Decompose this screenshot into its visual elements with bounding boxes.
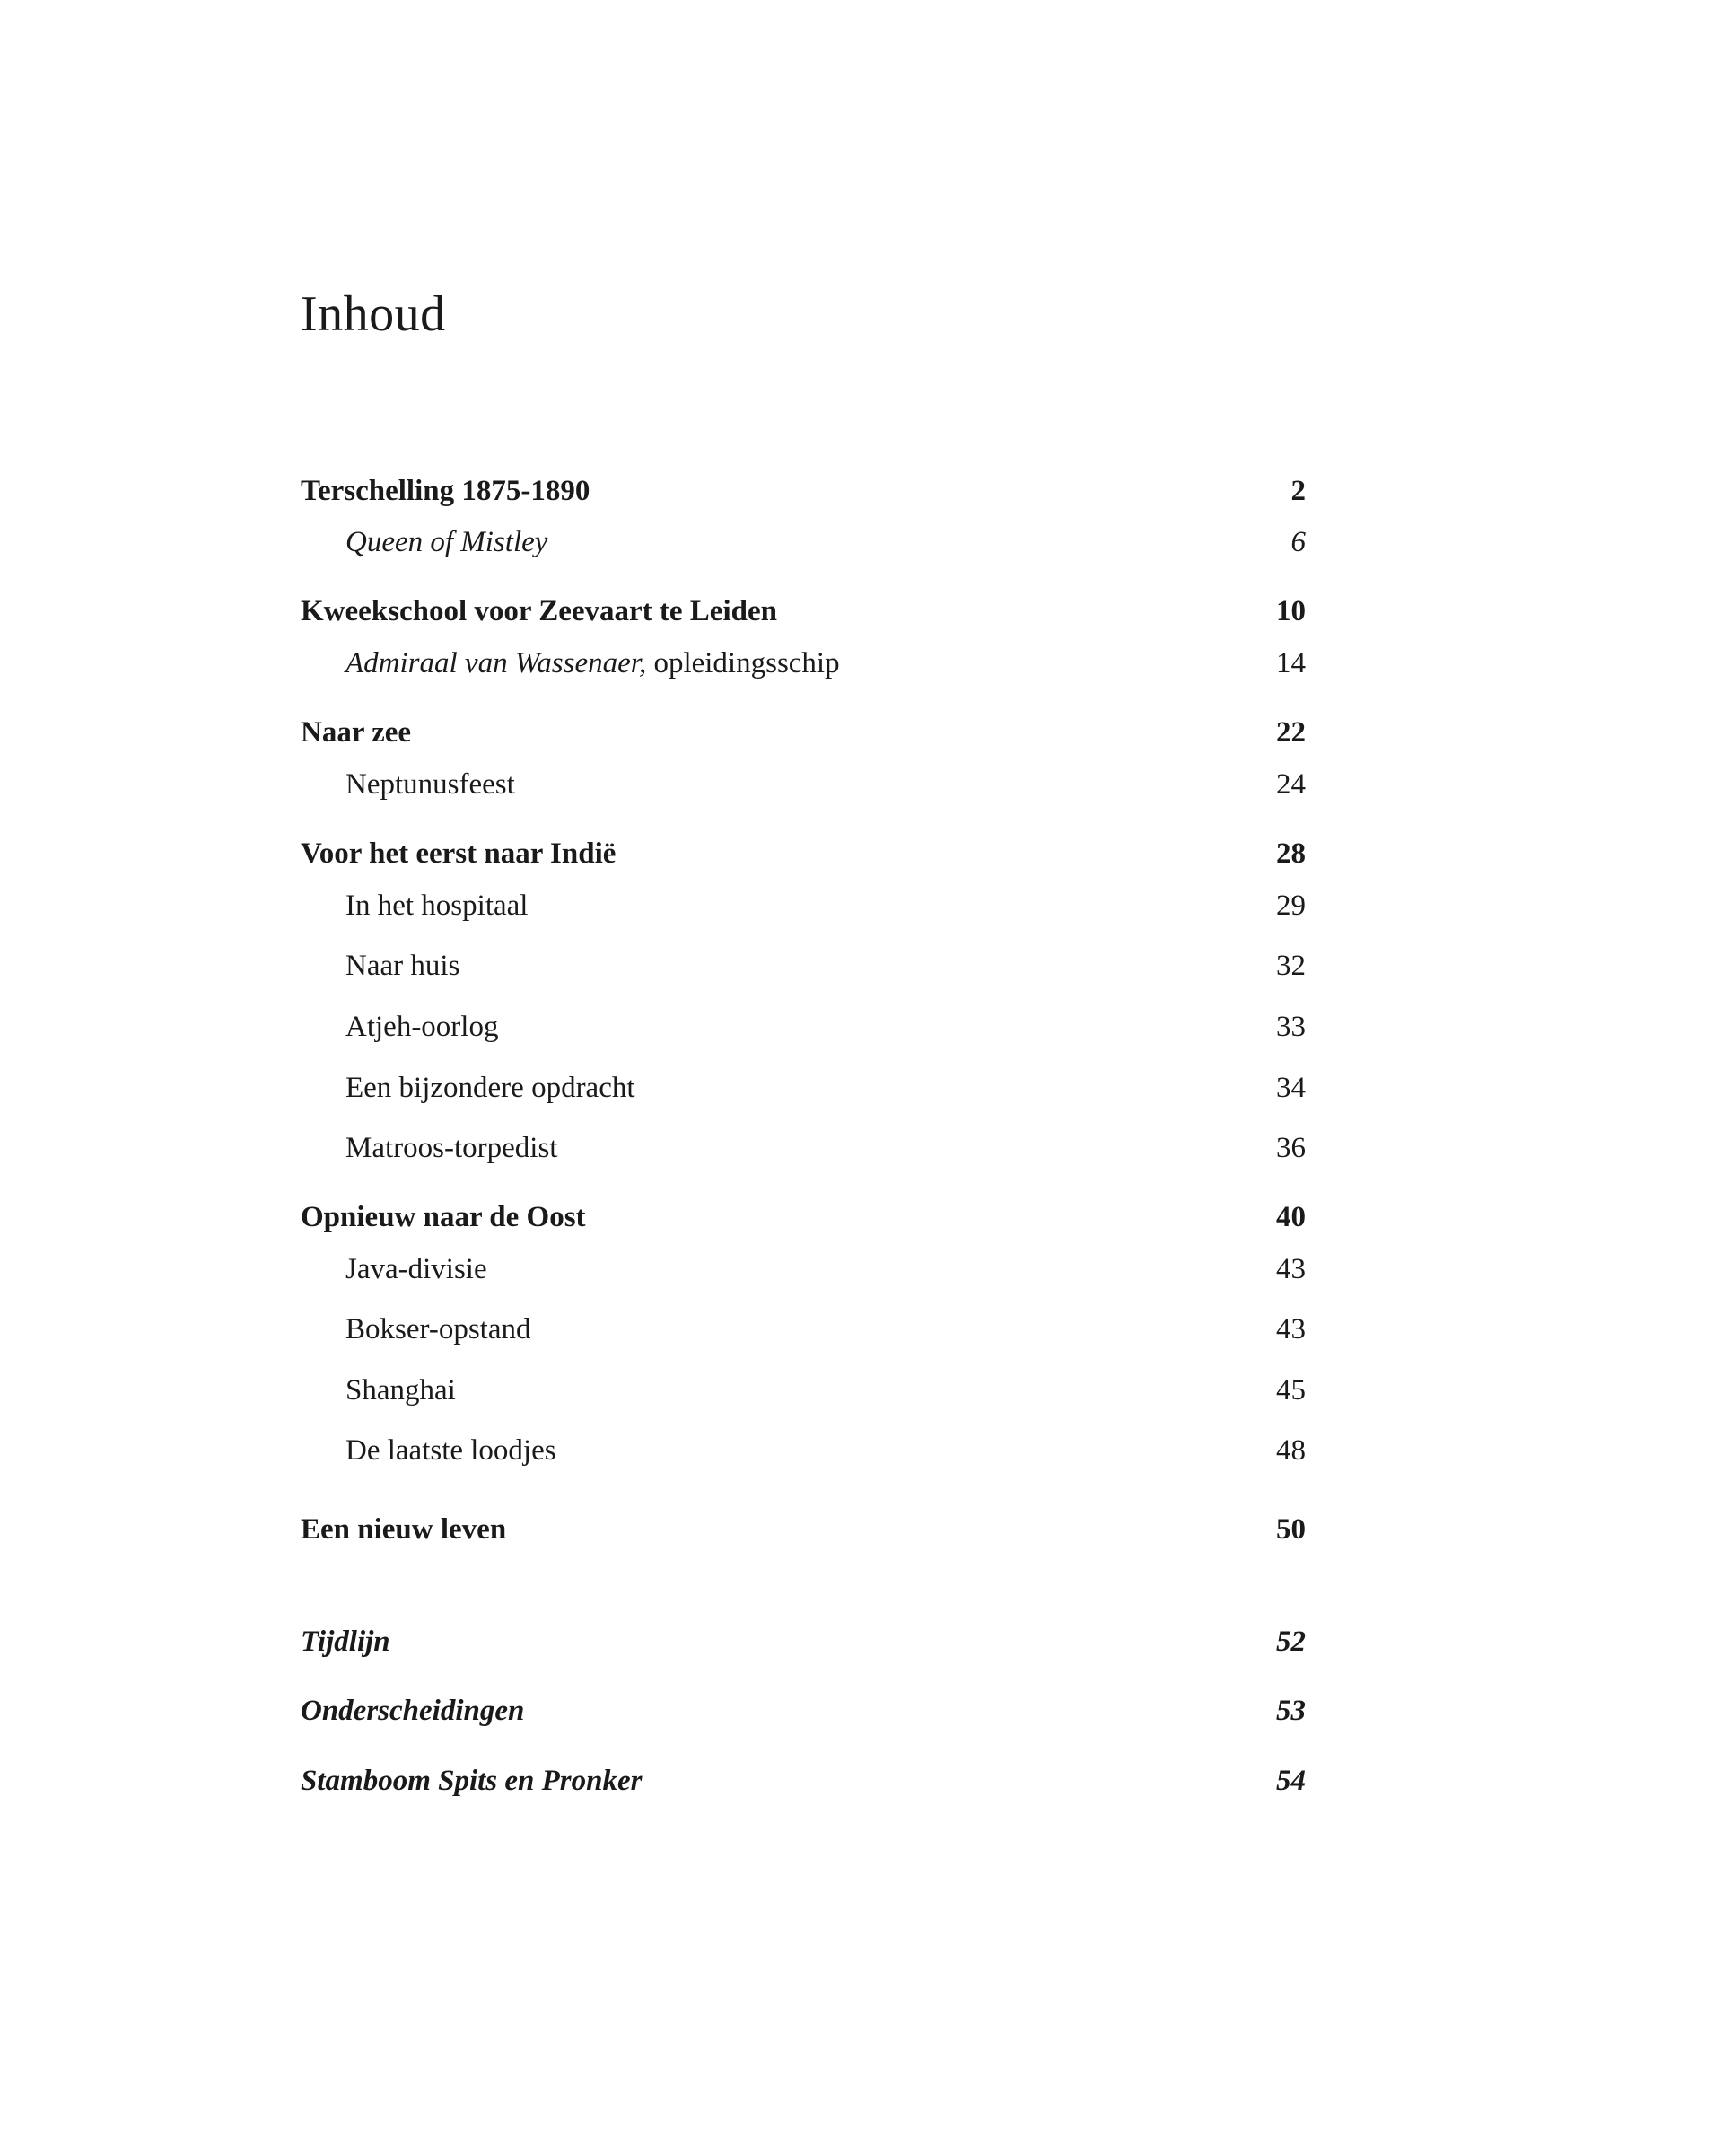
toc-entry-een-bijzondere-opdracht[interactable] [301,1067,1306,1109]
toc-entry-page: 10 [1276,595,1306,627]
toc-entry-label: Shanghai [345,1374,456,1407]
toc-entry-page: 32 [1276,950,1306,982]
toc-entry-label-rest: opleidingsschip [646,647,840,679]
toc-entry-page: 50 [1276,1513,1306,1546]
toc-entry-page: 53 [1276,1695,1306,1727]
toc-entry-label: Een nieuw leven [301,1513,507,1546]
toc-entry-label: Naar zee [301,716,412,749]
toc-entry-stamboom[interactable] [301,1760,1306,1801]
page-title: Inhoud [301,286,446,342]
toc-entry-page: 36 [1276,1132,1306,1164]
toc-entry-neptunusfeest[interactable] [301,764,1306,805]
toc-entry-page: 34 [1276,1072,1306,1104]
toc-entry-label: Stamboom Spits en Pronker [301,1765,643,1797]
toc-entry-label: Bokser-opstand [345,1313,531,1345]
toc-entry-opnieuw-naar-de-oost[interactable] [301,1196,1306,1238]
toc-entry-label: Een bijzondere opdracht [345,1072,635,1104]
toc-entry-page: 43 [1276,1253,1306,1285]
toc-entry-label: Voor het eerst naar Indië [301,837,617,870]
toc-entry-tijdlijn[interactable] [301,1621,1306,1662]
toc-entry-label: Neptunusfeest [345,768,515,801]
toc-entry-een-nieuw-leven[interactable] [301,1509,1306,1550]
toc-entry-label: Terschelling 1875-1890 [301,475,590,507]
toc-entry-java-divisie[interactable] [301,1249,1306,1290]
toc-entry-label: Naar huis [345,950,460,982]
toc-entry-label: De laatste loodjes [345,1434,556,1467]
toc-entry-label: Queen of Mistley [345,526,548,558]
toc-entry-shanghai[interactable] [301,1370,1306,1411]
toc-entry-page: 22 [1276,716,1306,749]
toc-entry-label: Java-divisie [345,1253,487,1285]
toc-entry-page: 48 [1276,1434,1306,1467]
toc-entry-naar-huis[interactable] [301,945,1306,986]
toc-entry-page: 43 [1276,1313,1306,1345]
toc-entry-terschelling[interactable] [301,470,1306,512]
toc-entry-page: 33 [1276,1011,1306,1043]
toc-entry-in-het-hospitaal[interactable] [301,885,1306,926]
toc-entry-naar-zee[interactable] [301,712,1306,753]
toc-entry-atjeh-oorlog[interactable] [301,1006,1306,1047]
toc-entry-label [345,643,840,684]
toc-entry-page: 14 [1276,647,1306,679]
toc-entry-page: 2 [1290,475,1306,507]
toc-entry-label: Onderscheidingen [301,1695,525,1727]
toc-entry-admiraal-van-wassenaer[interactable] [301,643,1306,684]
toc-entry-de-laatste-loodjes[interactable] [301,1430,1306,1471]
toc-entry-label: Atjeh-oorlog [345,1011,499,1043]
toc-entry-label: Opnieuw naar de Oost [301,1201,586,1233]
toc-entry-label: Kweekschool voor Zeevaart te Leiden [301,595,777,627]
toc-entry-matroos-torpedist[interactable] [301,1127,1306,1169]
toc-entry-page: 40 [1276,1201,1306,1233]
toc-entry-page: 52 [1276,1626,1306,1658]
toc-entry-onderscheidingen[interactable] [301,1690,1306,1731]
toc-entry-label: In het hospitaal [345,890,529,922]
toc-entry-page: 28 [1276,837,1306,870]
toc-entry-label-italic: Admiraal van Wassenaer, [345,647,647,679]
toc-entry-kweekschool[interactable] [301,591,1306,632]
toc-entry-page: 54 [1276,1765,1306,1797]
toc-entry-page: 6 [1290,526,1306,558]
toc-entry-bokser-opstand[interactable] [301,1309,1306,1350]
toc-entry-voor-het-eerst-naar-indie[interactable] [301,833,1306,874]
toc-entry-label: Tijdlijn [301,1626,390,1658]
toc-entry-page: 24 [1276,768,1306,801]
toc-entry-queen-of-mistley[interactable] [301,521,1306,563]
toc-entry-page: 45 [1276,1374,1306,1407]
toc-entry-page: 29 [1276,890,1306,922]
toc-entry-label: Matroos-torpedist [345,1132,558,1164]
